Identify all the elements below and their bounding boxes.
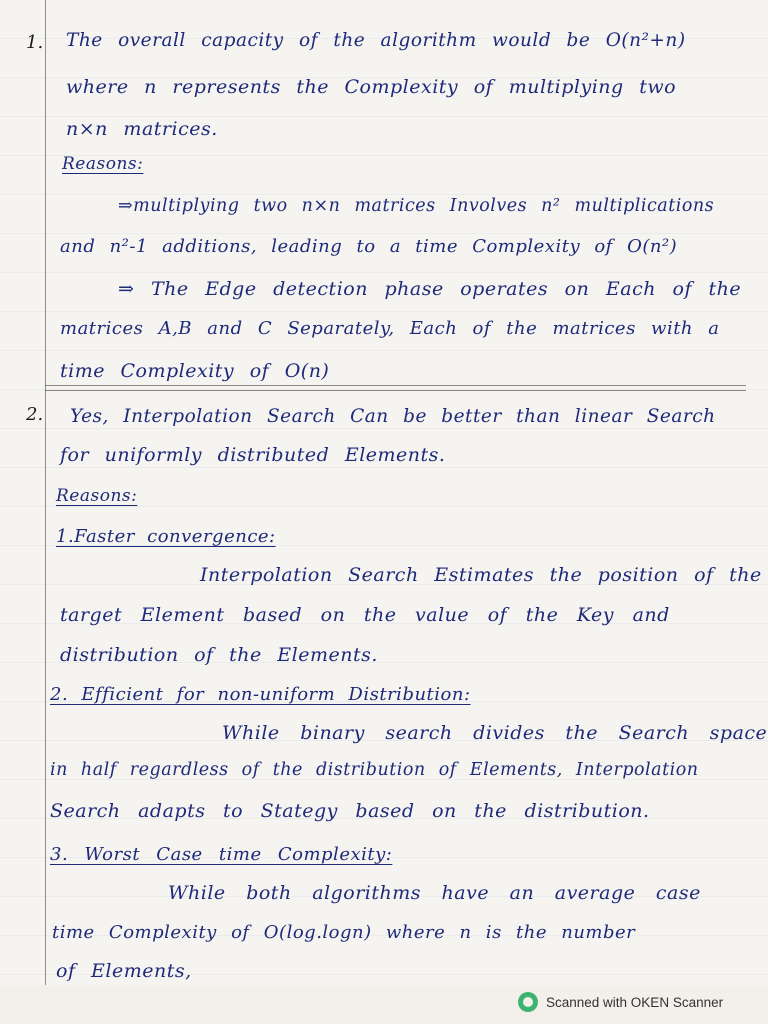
q1-reason-line-1: ⇒multiplying two n×n matrices Involves n² multiplications — [118, 196, 715, 216]
q2-point-2-heading: 2. Efficient for non-uniform Distribution: — [50, 684, 471, 705]
q1-reason-line-5: time Complexity of O(n) — [60, 360, 330, 382]
q1-line-2: where n represents the Complexity of multiplying two — [66, 76, 677, 98]
section-divider-bottom — [45, 390, 746, 391]
q2-point-3-heading: 3. Worst Case time Complexity: — [50, 844, 393, 865]
q2-point-1-line-1: Interpolation Search Estimates the position of the — [200, 564, 762, 586]
q2-line-2: for uniformly distributed Elements. — [60, 444, 446, 466]
q2-point-2-line-2: in half regardless of the distribution of Elements, Interpolation — [50, 760, 699, 780]
oken-logo-icon — [518, 992, 538, 1012]
q2-point-2-line-3: Search adapts to Stategy based on the distribution. — [50, 800, 650, 822]
margin-line — [45, 0, 46, 985]
q1-line-3: n×n matrices. — [66, 118, 218, 140]
q1-reason-line-3: ⇒ The Edge detection phase operates on Each of the — [118, 278, 742, 300]
question-2-number: 2. — [26, 404, 44, 425]
scanner-footer — [518, 992, 723, 1012]
q2-line-1: Yes, Interpolation Search Can be better than linear Search — [70, 406, 716, 427]
scanner-footer-text: Scanned with OKEN Scanner — [546, 994, 724, 1010]
q2-reasons-heading: Reasons: — [56, 486, 138, 506]
question-1-number: 1. — [26, 32, 44, 53]
q2-point-1-line-2: target Element based on the value of the Key and — [60, 604, 670, 626]
q1-reason-line-4: matrices A,B and C Separately, Each of the matrices with a — [60, 318, 720, 339]
q1-line-1: The overall capacity of the algorithm would be O(n²+n) — [66, 30, 686, 51]
q2-point-1-heading: 1.Faster convergence: — [56, 526, 276, 547]
q2-point-3-line-2: time Complexity of O(log.logn) where n is the number — [52, 922, 636, 943]
section-divider-top — [45, 385, 746, 386]
q2-point-3-line-3: of Elements, — [56, 960, 192, 982]
q2-point-1-line-3: distribution of the Elements. — [60, 644, 378, 666]
q2-point-3-line-1: While both algorithms have an average case — [168, 882, 701, 904]
q1-reason-line-2: and n²-1 additions, leading to a time Complexity of O(n²) — [60, 236, 678, 257]
q2-point-2-line-1: While binary search divides the Search space — [222, 722, 768, 744]
q1-reasons-heading: Reasons: — [62, 154, 144, 174]
